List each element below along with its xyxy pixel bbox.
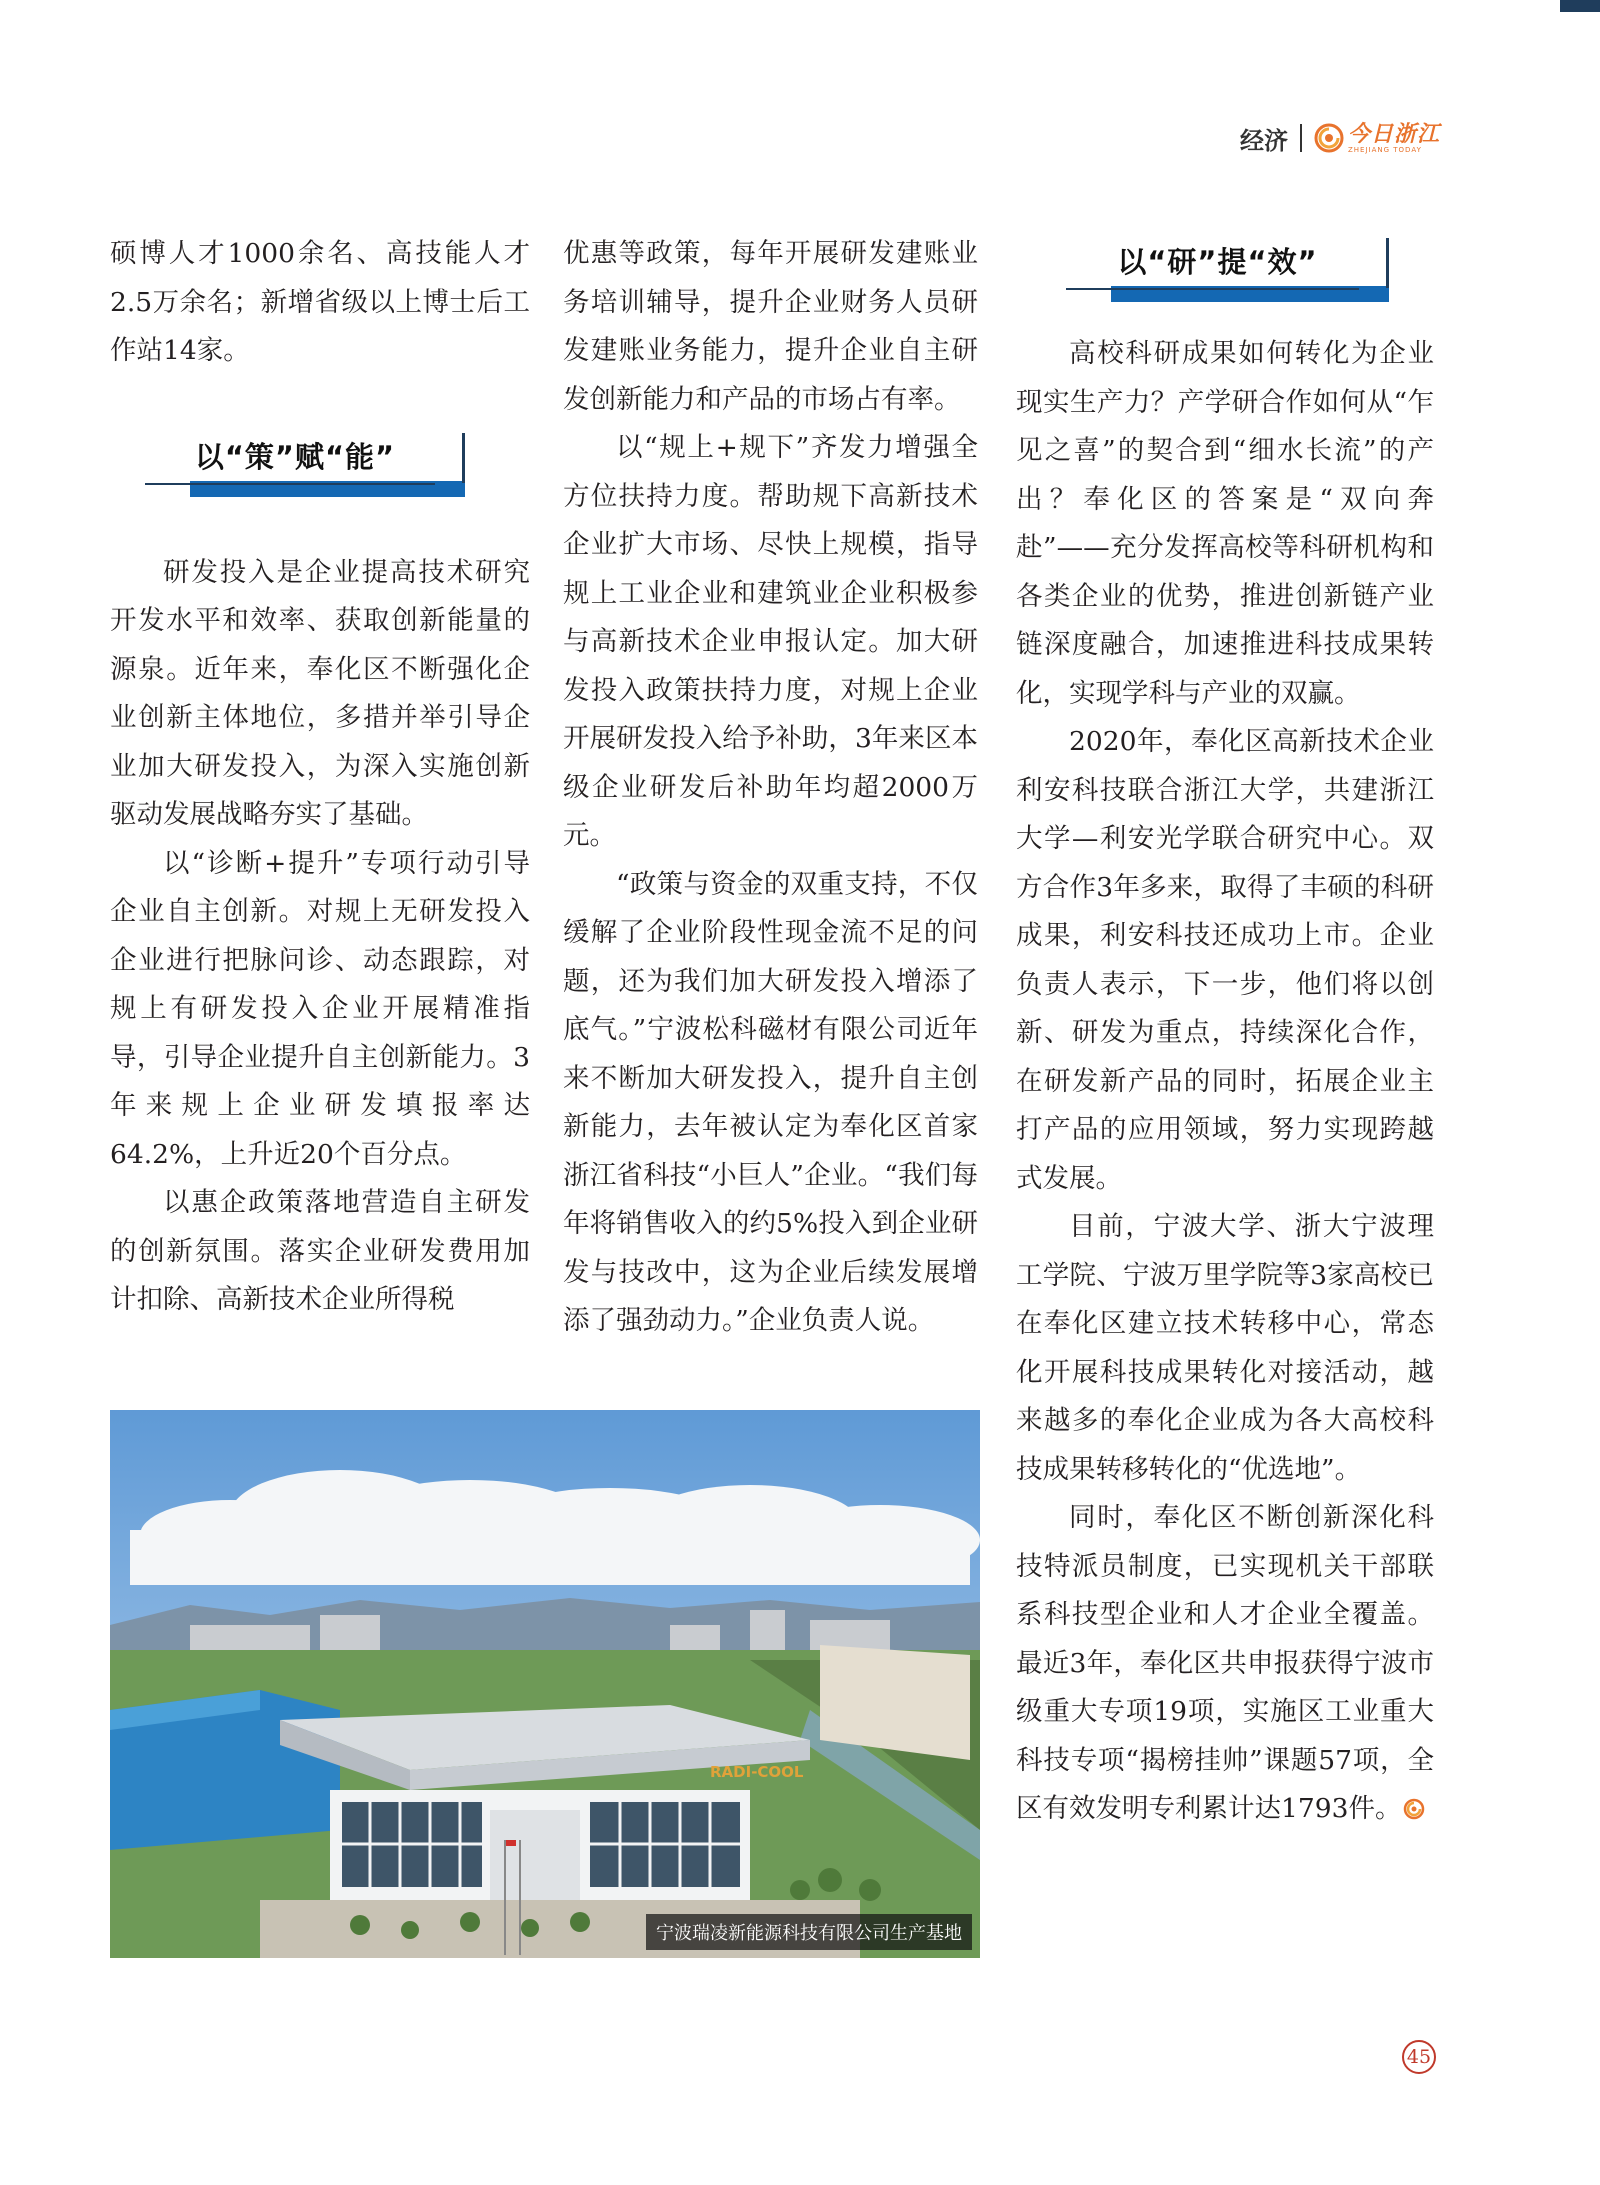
photo-caption: 宁波瑞凌新能源科技有限公司生产基地: [646, 1914, 972, 1950]
factory-photo: [110, 1410, 980, 1958]
paragraph: [1016, 1494, 1434, 1834]
column-3: [1016, 330, 1434, 1834]
page-header: [1240, 118, 1440, 158]
paragraph: 硕博人才1000余名、高技能人才2.5万余名；新增省级以上博士后工作站14家。: [110, 238, 530, 366]
heading-tick: [1386, 238, 1389, 288]
factory-scene-image: [110, 1410, 980, 1958]
paragraph: “政策与资金的双重支持，不仅缓解了企业阶段性现金流不足的问题，还为我们加大研发投入增添了底气。”宁波松科磁材有限公司近年来不断加大研发投入，提升自主创新能力，去年被认定为奉化区首家浙江省科技“小巨人”企业。“我们每年将销售收入的约5%投入到企业研发与技改中，这为企业后续发展增添了强劲动力。”企业负责人说。: [563, 868, 978, 1336]
paragraph-text: 同时，奉化区不断创新深化科技特派员制度，已实现机关干部联系科技型企业和人才企业全覆盖。最近3年，奉化区共申报获得宁波市级重大专项19项，实施区工业重大科技专项“揭榜挂帅”课题57项，全区有效发明专利累计达1793件。: [1016, 1502, 1434, 1824]
heading-spacer: [110, 376, 530, 549]
magazine-logo: [1314, 120, 1440, 154]
paragraph: 以惠企政策落地营造自主研发的创新氛围。落实企业研发费用加计扣除、高新技术企业所得税: [110, 1187, 530, 1315]
logo-english: ZHEJIANG TODAY: [1347, 145, 1422, 154]
column-1: [110, 230, 530, 1325]
section-heading-research: [1066, 230, 1389, 310]
header-divider: [1300, 124, 1302, 152]
paragraph: 研发投入是企业提高技术研究开发水平和效率、获取创新能量的源泉。近年来，奉化区不断强化企业创新主体地位，多措并举引导企业加大研发投入，为深入实施创新驱动发展战略夯实了基础。: [110, 556, 530, 830]
section-label: 经济: [1239, 126, 1288, 155]
corner-color-block: [1560, 0, 1600, 12]
paragraph: 2020年，奉化区高新技术企业利安科技联合浙江大学，共建浙江大学—利安光学联合研究中心。双方合作3年多来，取得了丰硕的科研成果，利安科技还成功上市。企业负责人表示，下一步，他们将以创新、研发为重点，持续深化合作，在研发新产品的同时，拓展企业主打产品的应用领域，努力实现跨越式发展。: [1016, 726, 1434, 1194]
paragraph: 优惠等政策，每年开展研发建账业务培训辅导，提升企业财务人员研发建账业务能力，提升企业自主研发创新能力和产品的市场占有率。: [563, 238, 978, 415]
paragraph: 以“诊断+提升”专项行动引导企业自主创新。对规上无研发投入企业进行把脉问诊、动态跟踪，对规上有研发投入企业开展精准指导，引导企业提升自主创新能力。3年来规上企业研发填报率达64.2%，上升近20个百分点。: [110, 847, 530, 1170]
heading-rule: [1066, 288, 1359, 290]
heading-text: 以“策”赋“能”: [194, 440, 396, 474]
paragraph: 以“规上+规下”齐发力增强全方位扶持力度。帮助规下高新技术企业扩大市场、尽快上规模，指导规上工业企业和建筑业企业积极参与高新技术企业申报认定。加大研发投入政策扶持力度，对规上企业开展研发投入给予补助，3年来区本级企业研发后补助年均超2000万元。: [563, 432, 978, 851]
logo-swirl-icon: [1314, 123, 1344, 153]
factory-sign: RADI-COOL: [710, 1763, 804, 1781]
column-2: [563, 230, 978, 1346]
heading-text: 以“研”提“效”: [1117, 245, 1318, 279]
end-logo-icon: [1403, 1798, 1425, 1820]
paragraph: 高校科研成果如何转化为企业现实生产力？产学研合作如何从“乍见之喜”的契合到“细水长流”的产出？奉化区的答案是“双向奔赴”——充分发挥高校等科研机构和各类企业的优势，推进创新链产业链深度融合，加速推进科技成果转化，实现学科与产业的双赢。: [1016, 338, 1434, 709]
paragraph: 目前，宁波大学、浙大宁波理工学院、宁波万里学院等3家高校已在奉化区建立技术转移中心，常态化开展科技成果转化对接活动，越来越多的奉化企业成为各大高校科技成果转移转化的“优选地”。: [1016, 1211, 1434, 1485]
logo-chinese: 今日浙江: [1347, 120, 1440, 147]
page-number: 45: [1402, 2040, 1436, 2074]
